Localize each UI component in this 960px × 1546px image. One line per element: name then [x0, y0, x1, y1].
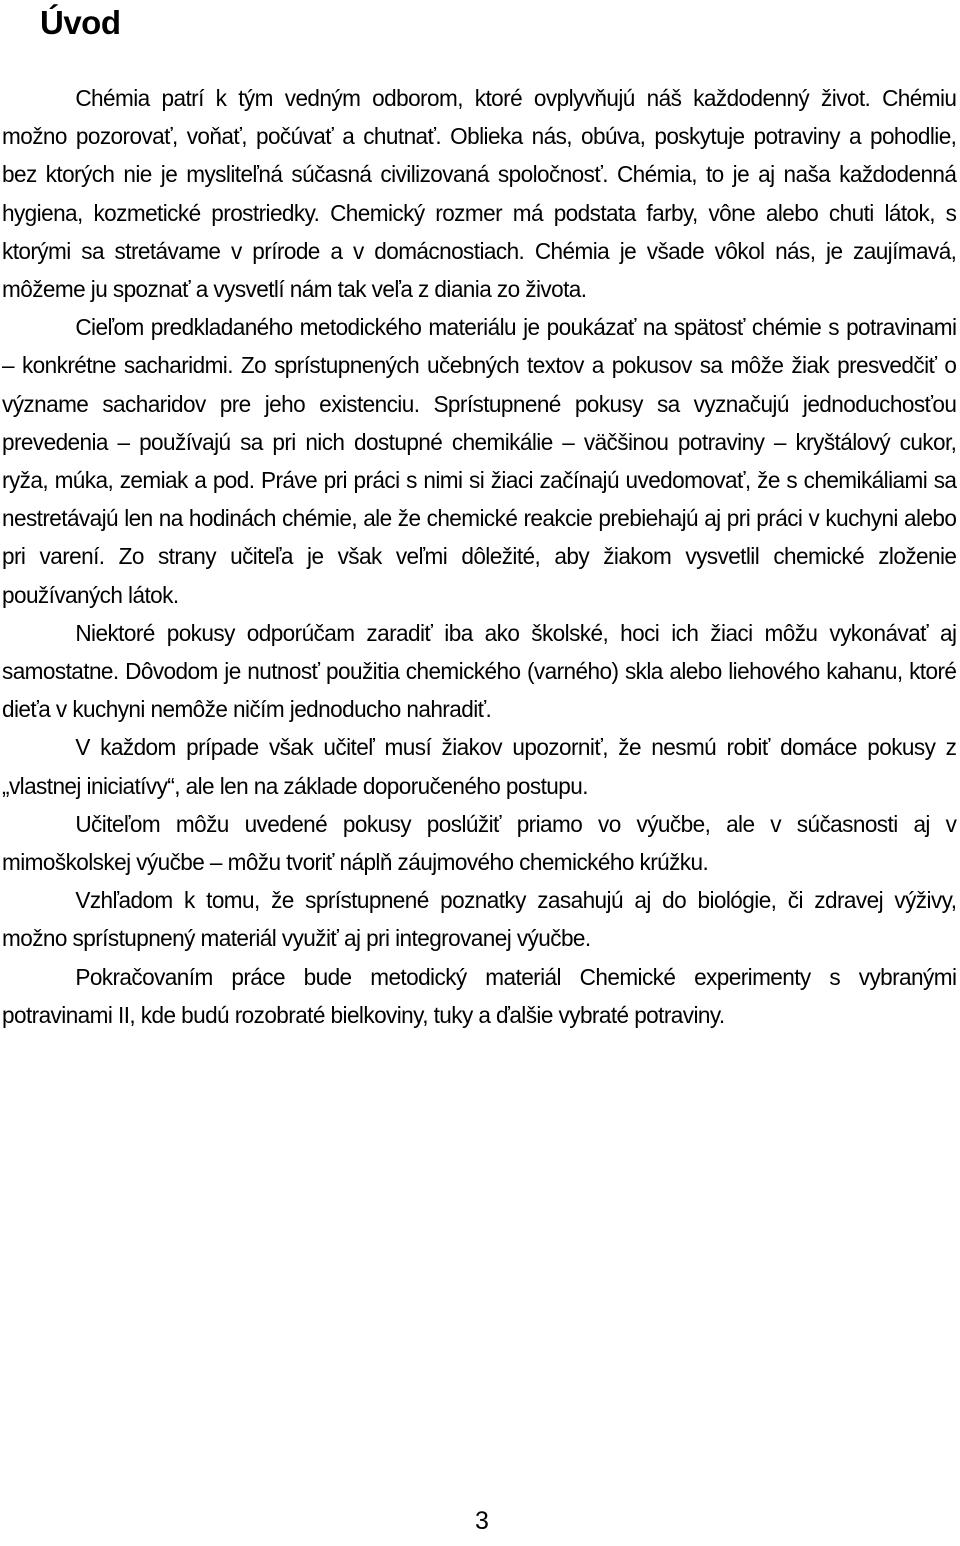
paragraph-3: Niektoré pokusy odporúčam zaradiť iba ako školské, hoci ich žiaci môžu vykonávať aj samostatne. Dôvodom je nutnosť použitia chemického (varného) skla alebo liehového kahanu, ktoré dieťa v kuchyni nemôže ničím jednoducho nahradiť.: [2, 619, 957, 723]
paragraph-1: Chémia patrí k tým vedným odborom, ktoré ovplyvňujú náš každodenný život. Chémiu možno pozorovať, voňať, počúvať a chutnať. Oblieka nás, obúva, poskytuje potraviny a pohodlie, bez ktorých nie je mysliteľná súčasná civilizovaná spoločnosť. Chémia, to je aj naša každodenná hygiena, kozmetické prostriedky. Chemický rozmer má podstata farby, vône alebo chuti látok, s ktorými sa stretávame v prírode a v domácnostiach. Chémia je všade vôkol nás, je zaujímavá, môžeme ju spoznať a vysvetlí nám tak veľa z diania zo života.: [2, 85, 957, 303]
body-text: [2, 79, 956, 1034]
paragraph-6: Vzhľadom k tomu, že sprístupnené poznatky zasahujú aj do biológie, či zdravej výživy, možno sprístupnený materiál využiť aj pri integrovanej výučbe.: [2, 887, 957, 952]
page-number: 3: [475, 1507, 489, 1535]
section-heading: Úvod: [40, 4, 121, 41]
paragraph-5: Učiteľom môžu uvedené pokusy poslúžiť priamo vo výučbe, ale v súčasnosti aj v mimoškolskej výučbe – môžu tvoriť náplň záujmového chemického krúžku.: [2, 810, 957, 876]
paragraph-4: V každom prípade však učiteľ musí žiakov upozorniť, že nesmú robiť domáce pokusy z „vlastnej iniciatívy“, ale len na základe doporučeného postupu.: [2, 734, 957, 799]
paragraph-2: Cieľom predkladaného metodického materiálu je poukázať na spätosť chémie s potravinami – konkrétne sacharidmi. Zo sprístupnených učebných textov a pokusov sa môže žiak presvedčiť o význame sacharidov pre jeho existenciu. Sprístupnené pokusy sa vyznačujú jednoduchosťou prevedenia – používajú sa pri nich dostupné chemikálie – väčšinou potraviny – kryštálový cukor, ryža, múka, zemiak a pod. Práve pri práci s nimi si žiaci začínajú uvedomovať, že s chemikáliami sa nestretávajú len na hodinách chémie, ale že chemické reakcie prebiehajú aj pri práci v kuchyni alebo pri varení. Zo strany učiteľa je však veľmi dôležité, aby žiakom vysvetlil chemické zloženie používaných látok.: [2, 314, 957, 608]
paragraph-7: Pokračovaním práce bude metodický materiál Chemické experimenty s vybranými potravinami II, kde budú rozobraté bielkoviny, tuky a ďalšie vybraté potraviny.: [2, 963, 957, 1028]
